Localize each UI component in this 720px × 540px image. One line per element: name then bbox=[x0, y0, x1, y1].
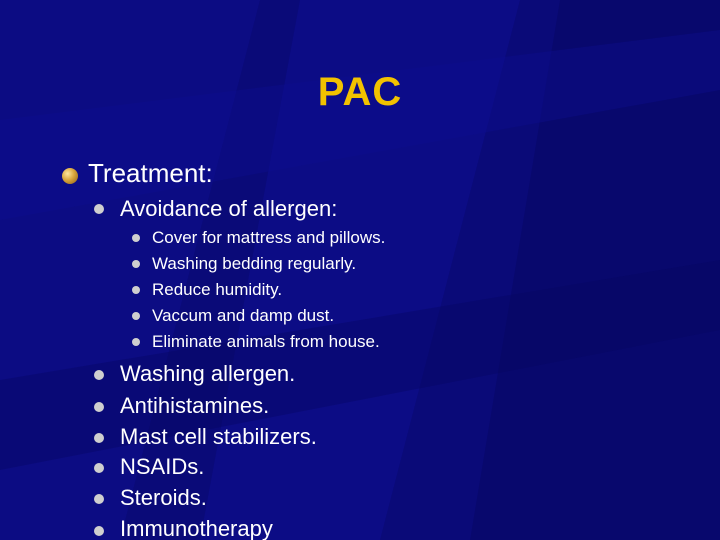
sub-list-item: Eliminate animals from house. bbox=[152, 332, 380, 351]
bullet-dot-icon bbox=[132, 312, 140, 320]
bullet-dot-icon bbox=[132, 234, 140, 242]
bullet-dot-icon bbox=[94, 463, 104, 473]
bullet-dot-icon bbox=[94, 526, 104, 536]
sub-list-item: Washing bedding regularly. bbox=[152, 254, 357, 273]
list-item: Immunotherapy bbox=[120, 516, 273, 540]
heading-treatment: Treatment: bbox=[88, 158, 213, 188]
bullet-dot-icon bbox=[132, 260, 140, 268]
bullet-dot-icon bbox=[94, 370, 104, 380]
bullet-dot-icon bbox=[94, 204, 104, 214]
list-item: Mast cell stabilizers. bbox=[120, 424, 317, 449]
list-item: Washing allergen. bbox=[120, 361, 296, 386]
list-item-avoidance: Avoidance of allergen: bbox=[120, 196, 338, 221]
sub-list-item: Reduce humidity. bbox=[152, 280, 283, 299]
list-item: Steroids. bbox=[120, 485, 207, 510]
bullet-dot-icon bbox=[132, 286, 140, 294]
bullet-dot-icon bbox=[94, 494, 104, 504]
bullet-dot-icon bbox=[94, 433, 104, 443]
bullet-ball-icon bbox=[62, 168, 78, 184]
bullet-dot-icon bbox=[94, 402, 104, 412]
bullet-dot-icon bbox=[132, 338, 140, 346]
sub-list-item: Cover for mattress and pillows. bbox=[152, 228, 386, 247]
list-item: NSAIDs. bbox=[120, 454, 205, 479]
slide-title: PAC bbox=[317, 70, 403, 114]
sub-list-item: Vaccum and damp dust. bbox=[152, 306, 335, 325]
list-item: Antihistamines. bbox=[120, 393, 270, 418]
